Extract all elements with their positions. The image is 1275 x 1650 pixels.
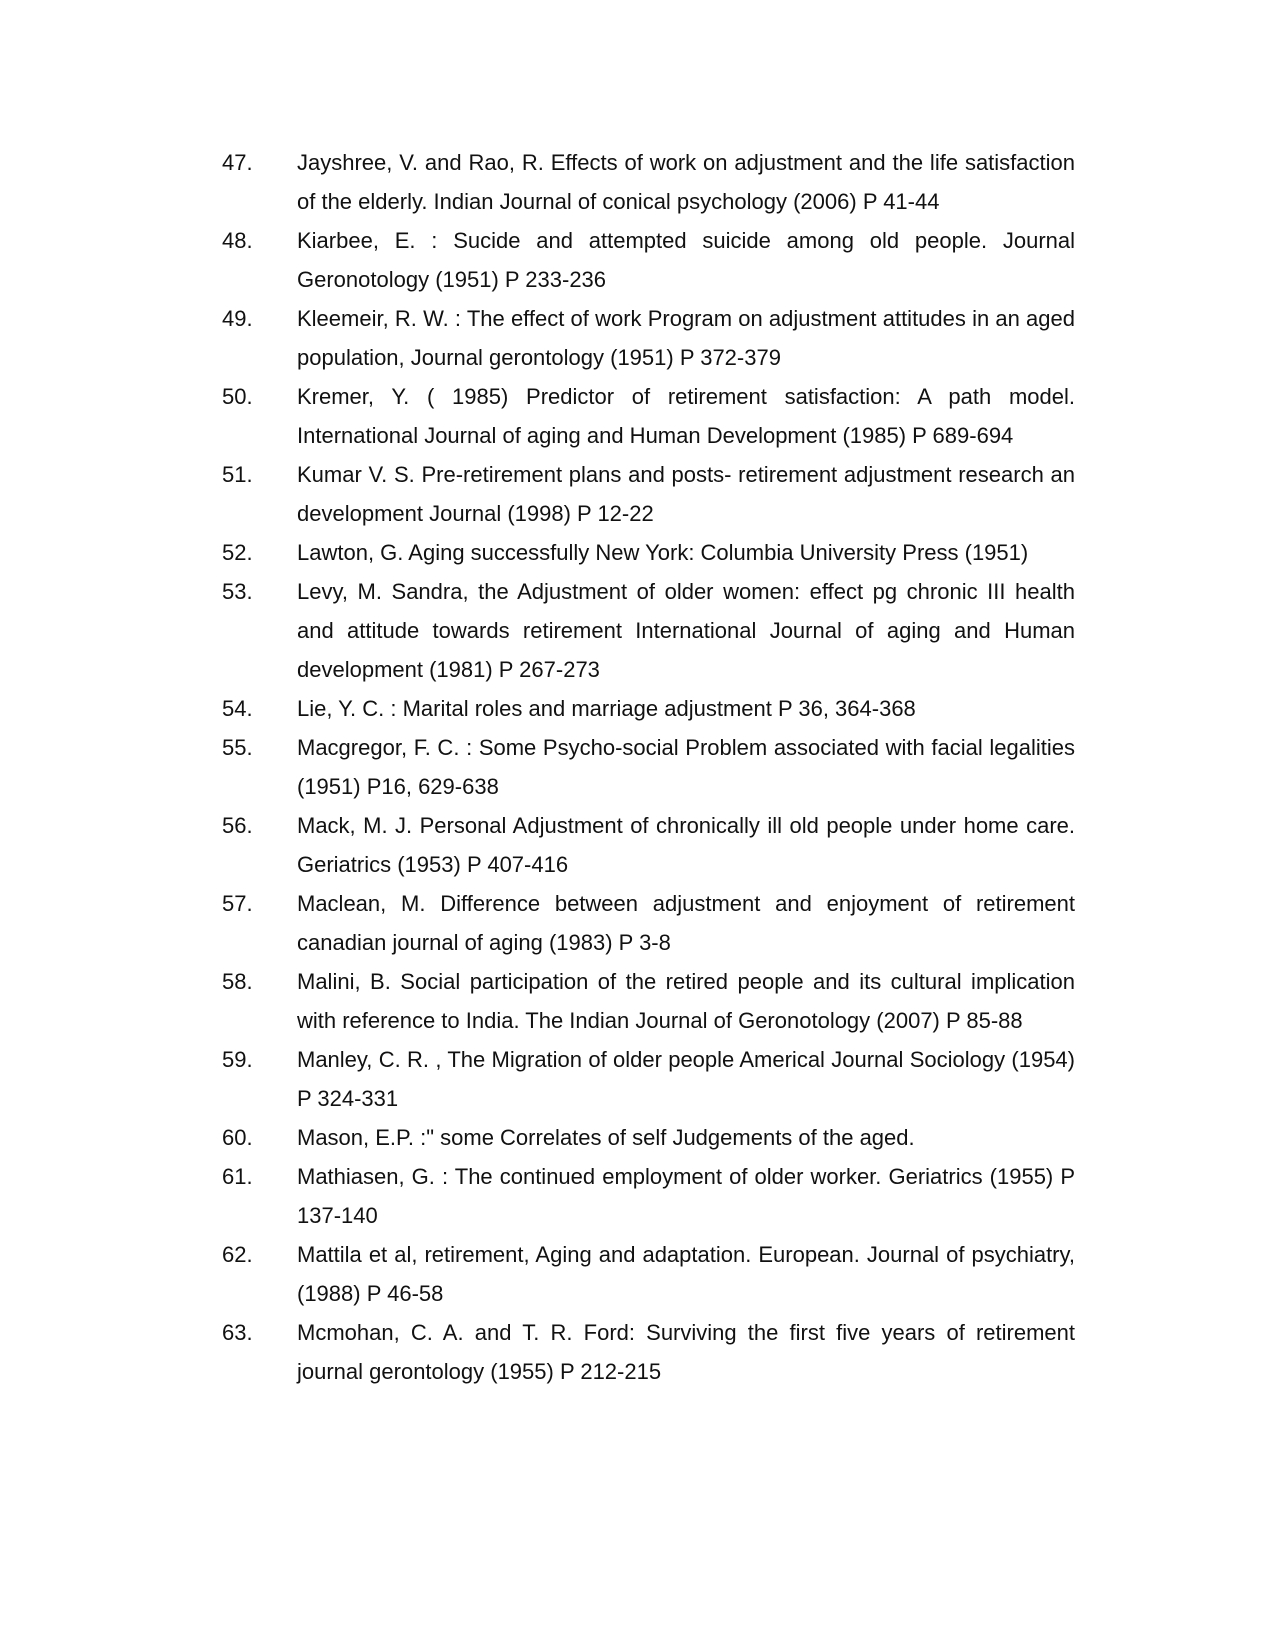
reference-item: [222, 1040, 1075, 1118]
reference-text: Levy, M. Sandra, the Adjustment of older women: effect pg chronic III health and attitude towards retirement International Journal of aging and Human development (1981) P 267-273: [297, 579, 1075, 682]
reference-text: Mcmohan, C. A. and T. R. Ford: Surviving the first five years of retirement journal gerontology (1955) P 212-215: [297, 1320, 1075, 1384]
reference-text: Malini, B. Social participation of the retired people and its cultural implication with reference to India. The Indian Journal of Geronotology (2007) P 85-88: [297, 969, 1075, 1033]
reference-number: 58.: [222, 969, 253, 994]
reference-item: [222, 884, 1075, 962]
reference-number: 56.: [222, 813, 253, 838]
reference-number: 63.: [222, 1320, 253, 1345]
reference-text: Jayshree, V. and Rao, R. Effects of work on adjustment and the life satisfaction of the elderly. Indian Journal of conical psychology (2006) P 41-44: [297, 150, 1075, 214]
reference-number: 57.: [222, 891, 253, 916]
reference-item: [222, 299, 1075, 377]
reference-item: [222, 1235, 1075, 1313]
reference-text: Manley, C. R. , The Migration of older people Americal Journal Sociology (1954) P 324-331: [297, 1047, 1075, 1111]
reference-item: [222, 572, 1075, 689]
reference-text: Mathiasen, G. : The continued employment of older worker. Geriatrics (1955) P 137-140: [297, 1164, 1075, 1228]
reference-text: Mason, E.P. :" some Correlates of self Judgements of the aged.: [297, 1125, 915, 1150]
reference-item: [222, 455, 1075, 533]
reference-item: [222, 377, 1075, 455]
reference-item: [222, 221, 1075, 299]
reference-text: Lawton, G. Aging successfully New York: Columbia University Press (1951): [297, 540, 1029, 565]
reference-number: 53.: [222, 579, 253, 604]
reference-number: 59.: [222, 1047, 253, 1072]
reference-item: [222, 728, 1075, 806]
reference-number: 60.: [222, 1125, 253, 1150]
reference-text: Kleemeir, R. W. : The effect of work Program on adjustment attitudes in an aged population, Journal gerontology (1951) P 372-379: [297, 306, 1075, 370]
reference-number: 62.: [222, 1242, 253, 1267]
reference-number: 48.: [222, 228, 253, 253]
reference-list: [222, 143, 1075, 1391]
reference-text: Maclean, M. Difference between adjustment and enjoyment of retirement canadian journal of aging (1983) P 3-8: [297, 891, 1075, 955]
reference-item: [222, 1157, 1075, 1235]
reference-item: [222, 143, 1075, 221]
reference-number: 55.: [222, 735, 253, 760]
reference-text: Mack, M. J. Personal Adjustment of chronically ill old people under home care. Geriatrics (1953) P 407-416: [297, 813, 1075, 877]
reference-item: [222, 962, 1075, 1040]
reference-item: [222, 1313, 1075, 1391]
reference-number: 49.: [222, 306, 253, 331]
reference-text: Kumar V. S. Pre-retirement plans and posts- retirement adjustment research an development Journal (1998) P 12-22: [297, 462, 1075, 526]
reference-text: Mattila et al, retirement, Aging and adaptation. European. Journal of psychiatry, (1988) P 46-58: [297, 1242, 1075, 1306]
reference-text: Kiarbee, E. : Sucide and attempted suicide among old people. Journal Geronotology (1951) P 233-236: [297, 228, 1075, 292]
reference-text: Macgregor, F. C. : Some Psycho-social Problem associated with facial legalities (1951) P16, 629-638: [297, 735, 1075, 799]
reference-number: 54.: [222, 696, 253, 721]
reference-text: Kremer, Y. ( 1985) Predictor of retirement satisfaction: A path model. International Journal of aging and Human Development (1985) P 689-694: [297, 384, 1075, 448]
reference-number: 61.: [222, 1164, 253, 1189]
reference-item: [222, 689, 1075, 728]
reference-number: 51.: [222, 462, 253, 487]
reference-item: [222, 533, 1075, 572]
reference-number: 50.: [222, 384, 253, 409]
reference-number: 47.: [222, 150, 253, 175]
reference-number: 52.: [222, 540, 253, 565]
reference-text: Lie, Y. C. : Marital roles and marriage adjustment P 36, 364-368: [297, 696, 916, 721]
reference-item: [222, 1118, 1075, 1157]
reference-item: [222, 806, 1075, 884]
